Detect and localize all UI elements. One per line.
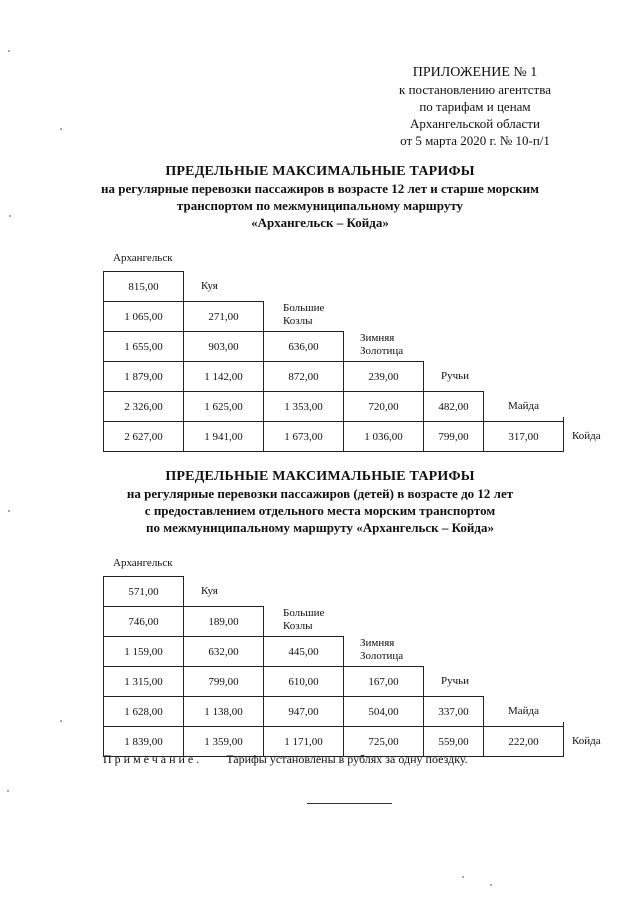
tariff-cell: 815,00 [103,271,184,302]
stop-label: Койда [572,430,601,442]
scan-speck [60,720,62,722]
tariff-cell: 1 839,00 [103,726,184,757]
table-edge-line [563,417,564,452]
tariff-cell: 2 326,00 [103,391,184,422]
end-rule [307,803,392,804]
tariff-cell: 222,00 [483,726,564,757]
note-text: Тарифы установлены в рублях за одну поездку. [226,752,468,766]
tariff-cell: 2 627,00 [103,421,184,452]
tariff-cell: 720,00 [343,391,424,422]
tariff-cell: 189,00 [183,606,264,637]
header-line: к постановлению агентства [399,82,551,97]
tariff-cell: 636,00 [263,331,344,362]
scan-speck [9,215,11,217]
tariff-cell: 1 138,00 [183,696,264,727]
heading-line: ПРЕДЕЛЬНЫЕ МАКСИМАЛЬНЫЕ ТАРИФЫ [165,164,475,179]
tariff-cell: 571,00 [103,576,184,607]
tariff-cell: 872,00 [263,361,344,392]
stop-label: Майда [508,400,540,412]
appendix-title: ПРИЛОЖЕНИЕ № 1 [412,65,538,80]
scan-speck [8,510,10,512]
tariff-cell: 903,00 [183,331,264,362]
tariff-cell: 1 315,00 [103,666,184,697]
tariff-cell: 1 628,00 [103,696,184,727]
tariff-cell: 1 655,00 [103,331,184,362]
note [103,752,468,767]
heading-line: на регулярные перевозки пассажиров (детей) в возрасте до 12 лет [126,486,514,501]
tariff-cell: 1 171,00 [263,726,344,757]
scan-speck [60,128,62,130]
heading-line: по межмуниципальному маршруту «Архангельск – Койда» [146,520,494,535]
header-line: по тарифам и ценам [419,99,531,114]
note-label: Примечание. [103,752,203,766]
heading-line: с предоставлением отдельного места морским транспортом [144,503,496,518]
tariff-cell: 1 941,00 [183,421,264,452]
stop-label: Архангельск [113,557,173,569]
heading-line: на регулярные перевозки пассажиров в возрасте 12 лет и старше морским [100,181,540,196]
tariff-cell: 1 142,00 [183,361,264,392]
stop-label: Койда [572,735,601,747]
tariff-cell: 167,00 [343,666,424,697]
tariff-cell: 317,00 [483,421,564,452]
section1-heading [60,163,580,231]
tariff-cell: 746,00 [103,606,184,637]
header-line: от 5 марта 2020 г. № 10-п/1 [400,133,550,148]
heading-line: «Архангельск – Койда» [251,215,389,230]
heading-line: транспортом по межмуниципальному маршруту [176,198,464,213]
stop-label: Большие Козлы [283,302,325,327]
stop-label: Майда [508,705,540,717]
tariff-cell: 1 879,00 [103,361,184,392]
tariff-cell: 445,00 [263,636,344,667]
tariff-cell: 799,00 [423,421,484,452]
tariff-cell: 799,00 [183,666,264,697]
tariff-cell: 947,00 [263,696,344,727]
table-edge-line [563,722,564,757]
tariff-cell: 337,00 [423,696,484,727]
tariff-cell: 1 036,00 [343,421,424,452]
stop-label: Большие Козлы [283,607,325,632]
stop-label: Зимняя Золотица [360,332,404,357]
tariff-cell: 1 359,00 [183,726,264,757]
stop-label: Куя [201,585,218,597]
tariff-cell: 271,00 [183,301,264,332]
tariff-cell: 1 625,00 [183,391,264,422]
scan-speck [490,884,492,886]
tariff-cell: 725,00 [343,726,424,757]
header-line: Архангельской области [410,116,540,131]
scan-speck [7,790,9,792]
tariff-cell: 632,00 [183,636,264,667]
tariff-cell: 1 159,00 [103,636,184,667]
stop-label: Ручьи [441,675,470,687]
tariff-cell: 1 353,00 [263,391,344,422]
tariff-cell: 610,00 [263,666,344,697]
tariff-cell: 559,00 [423,726,484,757]
section2-heading [60,468,580,536]
tariff-cell: 482,00 [423,391,484,422]
stop-label: Архангельск [113,252,173,264]
heading-line: ПРЕДЕЛЬНЫЕ МАКСИМАЛЬНЫЕ ТАРИФЫ [165,469,475,484]
tariff-cell: 504,00 [343,696,424,727]
document-header [360,64,590,149]
tariff-cell: 1 673,00 [263,421,344,452]
stop-label: Зимняя Золотица [360,637,404,662]
scan-speck [462,876,464,878]
tariff-cell: 1 065,00 [103,301,184,332]
stop-label: Куя [201,280,218,292]
tariff-cell: 239,00 [343,361,424,392]
scan-speck [8,50,10,52]
stop-label: Ручьи [441,370,470,382]
